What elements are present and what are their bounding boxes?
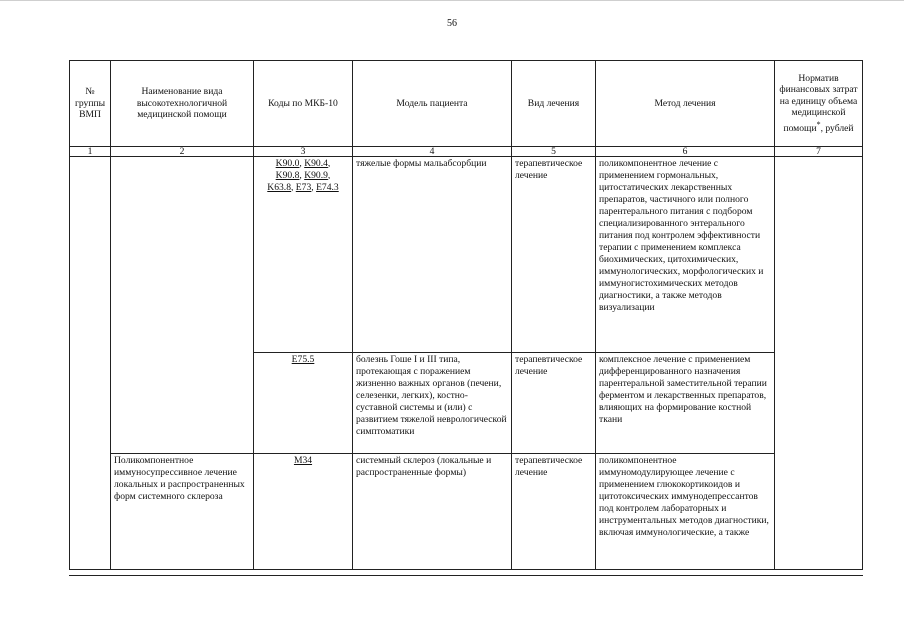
icd-code[interactable]: E75.5 xyxy=(291,354,315,365)
icd-code[interactable]: E74.3 xyxy=(316,182,339,193)
icd-codes-cell xyxy=(254,353,353,454)
icd-code[interactable]: K90.0 xyxy=(275,158,300,169)
header-icd-codes: Коды по МКБ-10 xyxy=(254,61,353,147)
column-number: 5 xyxy=(512,147,596,157)
group-number-cell xyxy=(70,157,111,570)
patient-model-cell: системный склероз (локальные и распространенные формы) xyxy=(353,454,512,570)
table-header-row xyxy=(70,61,863,147)
column-number: 2 xyxy=(111,147,254,157)
column-number: 4 xyxy=(353,147,512,157)
header-treatment-type: Вид лечения xyxy=(512,61,596,147)
icd-code[interactable]: K63.8 xyxy=(267,182,291,193)
icd-codes-cell: K90.0, K90.4, K90.8, K90.9, K63.8, E73, E74.3 xyxy=(254,157,353,353)
vmp-table xyxy=(69,60,863,570)
table-bottom-border xyxy=(69,575,863,576)
table-row xyxy=(70,157,863,353)
header-group-number: № группы ВМП xyxy=(70,61,111,147)
column-number: 7 xyxy=(775,147,863,157)
treatment-type-cell: терапевтическое лечение xyxy=(512,454,596,570)
icd-code[interactable]: K90.4 xyxy=(304,158,328,169)
care-name-cell xyxy=(111,157,254,454)
page-bottom-margin xyxy=(69,575,863,635)
column-number-row xyxy=(70,147,863,157)
treatment-method-cell: поликомпонентное иммуномодулирующее лечение с применением глюкокортикоидов и цитотоксических иммунодепрессантов под контролем лабораторных и инструментальных методов диагностики, включая иммунологические, а также xyxy=(596,454,775,570)
cost-standard-cell xyxy=(775,157,863,570)
page-number: 56 xyxy=(447,18,457,29)
patient-model-cell: тяжелые формы мальабсорбции xyxy=(353,157,512,353)
patient-model-cell: болезнь Гоше I и III типа, протекающая с поражением жизненно важных органов (печени, селезенки, легких), костно-суставной системы и (или) с развитием тяжелой неврологической симптоматики xyxy=(353,353,512,454)
header-cost-standard xyxy=(775,61,863,147)
header-cost-unit: , рублей xyxy=(820,122,854,134)
footnote-mark: * xyxy=(816,119,821,129)
column-number: 1 xyxy=(70,147,111,157)
header-cost-text: Норматив финансовых затрат на единицу объема медицинской помощи xyxy=(779,72,858,134)
treatment-method-cell: комплексное лечение с применением дифференцированного назначения парентеральной заместительной терапии ферментом и лекарственных препаратов, влияющих на формирование костной ткани xyxy=(596,353,775,454)
header-patient-model: Модель пациента xyxy=(353,61,512,147)
column-number: 6 xyxy=(596,147,775,157)
header-treatment-method: Метод лечения xyxy=(596,61,775,147)
treatment-type-cell: терапевтическое лечение xyxy=(512,353,596,454)
icd-code[interactable]: K90.9 xyxy=(304,170,328,181)
treatment-type-cell: терапевтическое лечение xyxy=(512,157,596,353)
treatment-method-cell: поликомпонентное лечение с применением гормональных, цитостатических лекарственных препаратов, частичного или полного парентерального питания с подбором специализированного энтерального питания под контролем эффективности терапии с применением комплекса биохимических, цитохимических, иммунологических, морфологических и иммуногистохимических методов диагностики, а также методов визуализации xyxy=(596,157,775,353)
care-name-cell: Поликомпонентное иммуносупрессивное лечение локальных и распространенных форм системного склероза xyxy=(111,454,254,570)
header-care-name: Наименование вида высокотехнологичной медицинской помощи xyxy=(111,61,254,147)
column-number: 3 xyxy=(254,147,353,157)
table-row xyxy=(70,454,863,570)
icd-code[interactable]: K90.8 xyxy=(275,170,300,181)
icd-codes-cell xyxy=(254,454,353,570)
icd-code[interactable]: E73 xyxy=(295,182,312,193)
icd-code[interactable]: M34 xyxy=(293,455,313,466)
top-edge-rule xyxy=(0,0,904,1)
